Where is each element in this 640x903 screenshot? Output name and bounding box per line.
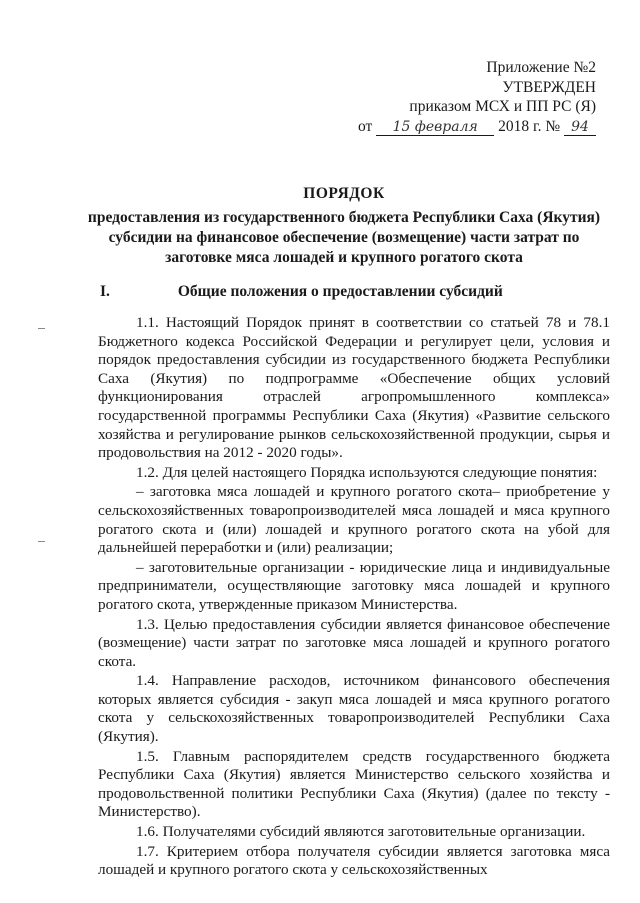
body-text <box>98 314 610 881</box>
paragraph-1-6: 1.6. Получателями субсидий являются заготовительные организации. <box>136 823 586 841</box>
handwritten-order-number: 94 <box>564 119 596 136</box>
definition-procurement: – заготовка мяса лошадей и крупного рогатого скота– приобретение у сельскохозяйственных товаропроизводителей мяса лошадей и мяса крупного рогатого скота и (или) лошадей и крупного рогатого скота на убой для дальнейшей переработки и (или) реализации; <box>98 483 610 557</box>
paragraph-1-5: 1.5. Главным распорядителем средств государственного бюджета Республики Саха (Якутия) является Министерство сельского хозяйства и продовольственной политики Республики Саха (Якутия) (далее по тексту - Министерство). <box>98 747 610 821</box>
section-heading <box>100 282 608 302</box>
section-title: Общие положения о предоставлении субсидий <box>177 283 503 300</box>
margin-mark <box>38 328 45 329</box>
paragraph-1-4: 1.4. Направление расходов, источником финансового обеспечения которых является субсидия - закуп мяса лошадей и мяса крупного рогатого скота у сельскохозяйственных товаропроизводителей Республики Саха (Якутия). <box>98 672 610 746</box>
paragraph-1-3: 1.3. Целью предоставления субсидии является финансовое обеспечение (возмещение) части затрат по заготовке мяса лошадей и крупного рогатого скота. <box>98 615 610 670</box>
document-subtitle: предоставления из государственного бюджета Республики Саха (Якутия) субсидии на финансовое обеспечение (возмещение) части затрат по заготовке мяса лошадей и крупного рогатого скота <box>87 209 601 266</box>
approved-by-order: приказом МСХ и ПП РС (Я) <box>409 98 596 115</box>
order-date-line <box>316 117 596 137</box>
approved-label: УТВЕРЖДЕН <box>502 78 596 96</box>
section-number: I. <box>100 283 110 300</box>
appendix-number: Приложение №2 <box>486 59 596 76</box>
handwritten-date: 15 февраля <box>376 119 494 136</box>
paragraph-1-1: 1.1. Настоящий Порядок принят в соответствии со статьей 78 и 78.1 Бюджетного кодекса Российской Федерации и регулирует цели, условия и порядок предоставления субсидии из государственного бюджета Республики Саха (Якутия) по подпрограмме «Обеспечение общих условий функционирования отраслей агропромышленного комплекса» государственной программы Республики Саха (Якутия) «Развитие сельского хозяйства и регулирование рынков сельскохозяйственной продукции, сырья и продовольствия на 2012 - 2020 годы». <box>98 314 610 462</box>
paragraph-1-7: 1.7. Критерием отбора получателя субсидии является заготовка мяса лошадей и крупного рогатого скота у сельскохозяйственных <box>98 842 610 879</box>
document-title: ПОРЯДОК <box>303 185 385 202</box>
approval-block <box>316 58 596 136</box>
definition-organizations: – заготовительные организации - юридические лица и индивидуальные предприниматели, осуществляющие заготовку мяса лошадей и крупного рогатого скота, утвержденные приказом Министерства. <box>98 558 610 613</box>
paragraph-1-2: 1.2. Для целей настоящего Порядка используются следующие понятия: <box>136 463 598 481</box>
from-prefix: от <box>358 117 373 135</box>
margin-mark <box>38 541 45 542</box>
order-year: 2018 г. № <box>498 117 561 135</box>
document-title-block <box>80 184 608 268</box>
